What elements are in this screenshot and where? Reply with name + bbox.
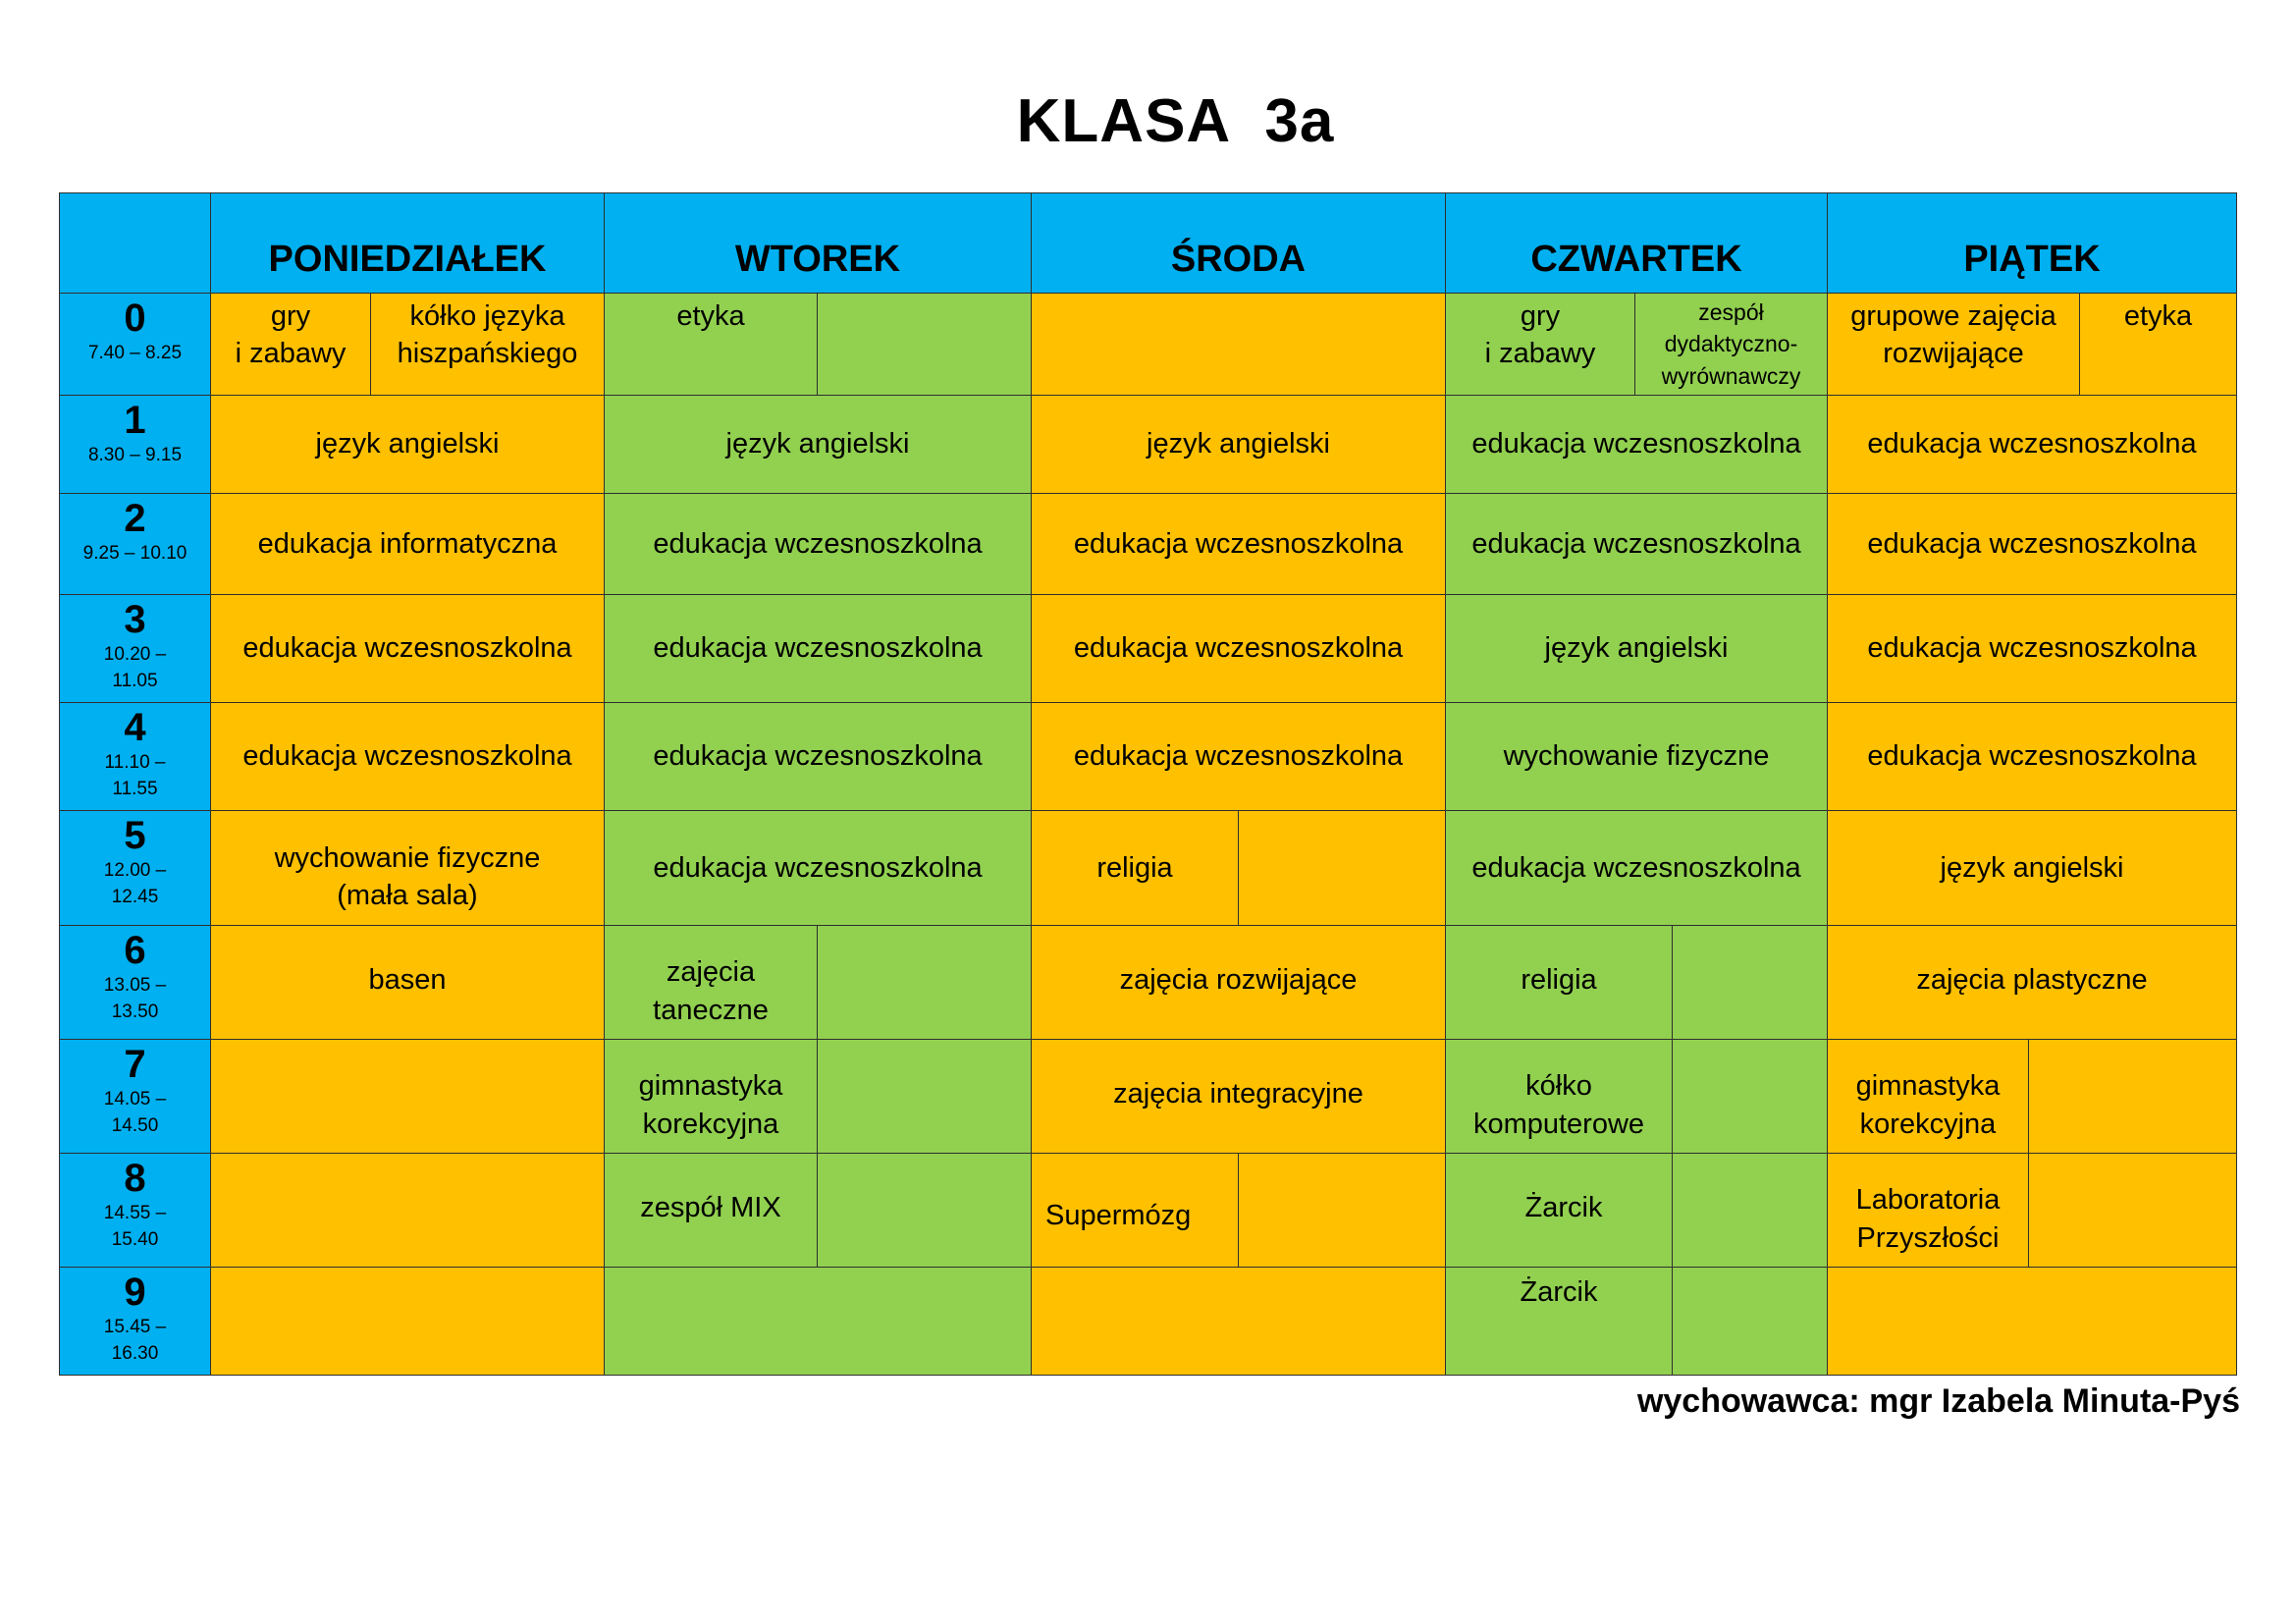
lesson-cell: wychowanie fizyczne (mała sala) bbox=[210, 810, 605, 926]
period-number: 2 bbox=[124, 497, 146, 540]
period-number: 4 bbox=[124, 706, 146, 749]
header-corner bbox=[59, 192, 211, 294]
day-header-tuesday: WTOREK bbox=[604, 192, 1032, 294]
lesson-cell: zespół MIX bbox=[604, 1153, 818, 1268]
lesson-cell: gry i zabawy bbox=[210, 293, 371, 396]
lesson-cell: edukacja informatyczna bbox=[210, 493, 605, 595]
lesson-cell: edukacja wczesnoszkolna bbox=[1445, 810, 1828, 926]
lesson-cell: grupowe zajęcia rozwijające bbox=[1827, 293, 2080, 396]
period-number: 7 bbox=[124, 1043, 146, 1086]
day-header-thursday: CZWARTEK bbox=[1445, 192, 1828, 294]
lesson-cell: język angielski bbox=[1445, 594, 1828, 703]
day-header-wednesday: ŚRODA bbox=[1031, 192, 1446, 294]
period-number: 9 bbox=[124, 1271, 146, 1314]
lesson-cell: kółko komputerowe bbox=[1445, 1039, 1673, 1154]
period-number: 6 bbox=[124, 929, 146, 972]
period-time: 8.30 – 9.15 bbox=[87, 445, 183, 465]
lesson-cell: edukacja wczesnoszkolna bbox=[1031, 702, 1446, 811]
lesson-cell: gimnastyka korekcyjna bbox=[604, 1039, 818, 1154]
lesson-cell: religia bbox=[1031, 810, 1239, 926]
empty-cell bbox=[817, 1153, 1032, 1268]
period-number: 8 bbox=[124, 1157, 146, 1200]
period-header bbox=[59, 810, 211, 926]
period-header bbox=[59, 594, 211, 703]
period-time: 10.20 – 11.05 bbox=[103, 644, 167, 691]
lesson-cell: edukacja wczesnoszkolna bbox=[1031, 594, 1446, 703]
period-header bbox=[59, 395, 211, 494]
empty-cell bbox=[1238, 1153, 1446, 1268]
period-time: 9.25 – 10.10 bbox=[82, 543, 187, 564]
lesson-cell: język angielski bbox=[1827, 810, 2237, 926]
period-time: 15.45 – 16.30 bbox=[103, 1317, 167, 1364]
lesson-cell: zajęcia integracyjne bbox=[1031, 1039, 1446, 1154]
period-time: 14.05 – 14.50 bbox=[103, 1089, 167, 1136]
lesson-cell: edukacja wczesnoszkolna bbox=[604, 702, 1032, 811]
lesson-cell: zajęcia rozwijające bbox=[1031, 925, 1446, 1040]
lesson-cell: edukacja wczesnoszkolna bbox=[210, 594, 605, 703]
period-time: 14.55 – 15.40 bbox=[103, 1203, 167, 1250]
lesson-cell: wychowanie fizyczne bbox=[1445, 702, 1828, 811]
lesson-cell: Laboratoria Przyszłości bbox=[1827, 1153, 2029, 1268]
empty-cell bbox=[604, 1267, 1032, 1376]
lesson-cell: Supermózg bbox=[1031, 1153, 1239, 1268]
period-header bbox=[59, 1153, 211, 1268]
lesson-cell: edukacja wczesnoszkolna bbox=[1827, 395, 2237, 494]
day-header-friday: PIĄTEK bbox=[1827, 192, 2237, 294]
period-time: 7.40 – 8.25 bbox=[87, 343, 183, 363]
lesson-cell: Żarcik bbox=[1445, 1267, 1673, 1376]
empty-cell bbox=[2028, 1039, 2237, 1154]
empty-cell bbox=[2028, 1153, 2237, 1268]
lesson-cell: edukacja wczesnoszkolna bbox=[1827, 702, 2237, 811]
empty-cell bbox=[210, 1039, 605, 1154]
period-header bbox=[59, 925, 211, 1040]
empty-cell bbox=[817, 293, 1032, 396]
lesson-cell: gry i zabawy bbox=[1445, 293, 1635, 396]
period-header bbox=[59, 493, 211, 595]
period-header bbox=[59, 702, 211, 811]
empty-cell bbox=[1031, 1267, 1446, 1376]
period-number: 5 bbox=[124, 814, 146, 857]
lesson-cell: język angielski bbox=[210, 395, 605, 494]
homeroom-teacher: wychowawca: mgr Izabela Minuta-Pyś bbox=[1636, 1382, 2240, 1420]
lesson-cell: zajęcia plastyczne bbox=[1827, 925, 2237, 1040]
empty-cell bbox=[1672, 1153, 1828, 1268]
lesson-cell: zespół dydaktyczno- wyrównawczy bbox=[1634, 293, 1828, 396]
lesson-cell: język angielski bbox=[604, 395, 1032, 494]
lesson-cell: edukacja wczesnoszkolna bbox=[1445, 493, 1828, 595]
lesson-cell: Żarcik bbox=[1445, 1153, 1673, 1268]
period-number: 0 bbox=[124, 297, 146, 340]
lesson-cell: zajęcia taneczne bbox=[604, 925, 818, 1040]
empty-cell bbox=[1672, 1267, 1828, 1376]
page-title: KLASA 3a bbox=[1016, 87, 1335, 155]
period-time: 11.10 – 11.55 bbox=[104, 752, 166, 799]
lesson-cell: edukacja wczesnoszkolna bbox=[604, 594, 1032, 703]
empty-cell bbox=[1031, 293, 1446, 396]
period-header bbox=[59, 1039, 211, 1154]
empty-cell bbox=[1672, 925, 1828, 1040]
lesson-cell: etyka bbox=[604, 293, 818, 396]
lesson-cell: edukacja wczesnoszkolna bbox=[1827, 594, 2237, 703]
empty-cell bbox=[817, 925, 1032, 1040]
period-header bbox=[59, 293, 211, 396]
period-header bbox=[59, 1267, 211, 1376]
empty-cell bbox=[1672, 1039, 1828, 1154]
period-number: 1 bbox=[124, 399, 146, 442]
lesson-cell: basen bbox=[210, 925, 605, 1040]
lesson-cell: kółko języka hiszpańskiego bbox=[370, 293, 605, 396]
empty-cell bbox=[1827, 1267, 2237, 1376]
lesson-cell: edukacja wczesnoszkolna bbox=[1827, 493, 2237, 595]
lesson-cell: język angielski bbox=[1031, 395, 1446, 494]
day-header-monday: PONIEDZIAŁEK bbox=[210, 192, 605, 294]
empty-cell bbox=[210, 1153, 605, 1268]
lesson-cell: etyka bbox=[2079, 293, 2237, 396]
period-time: 13.05 – 13.50 bbox=[103, 975, 167, 1022]
lesson-cell: religia bbox=[1445, 925, 1673, 1040]
empty-cell bbox=[1238, 810, 1446, 926]
lesson-cell: edukacja wczesnoszkolna bbox=[1031, 493, 1446, 595]
lesson-cell: edukacja wczesnoszkolna bbox=[210, 702, 605, 811]
lesson-cell: edukacja wczesnoszkolna bbox=[1445, 395, 1828, 494]
period-number: 3 bbox=[124, 598, 146, 641]
period-time: 12.00 – 12.45 bbox=[103, 860, 167, 907]
lesson-cell: edukacja wczesnoszkolna bbox=[604, 810, 1032, 926]
empty-cell bbox=[817, 1039, 1032, 1154]
lesson-cell: gimnastyka korekcyjna bbox=[1827, 1039, 2029, 1154]
empty-cell bbox=[210, 1267, 605, 1376]
lesson-cell: edukacja wczesnoszkolna bbox=[604, 493, 1032, 595]
